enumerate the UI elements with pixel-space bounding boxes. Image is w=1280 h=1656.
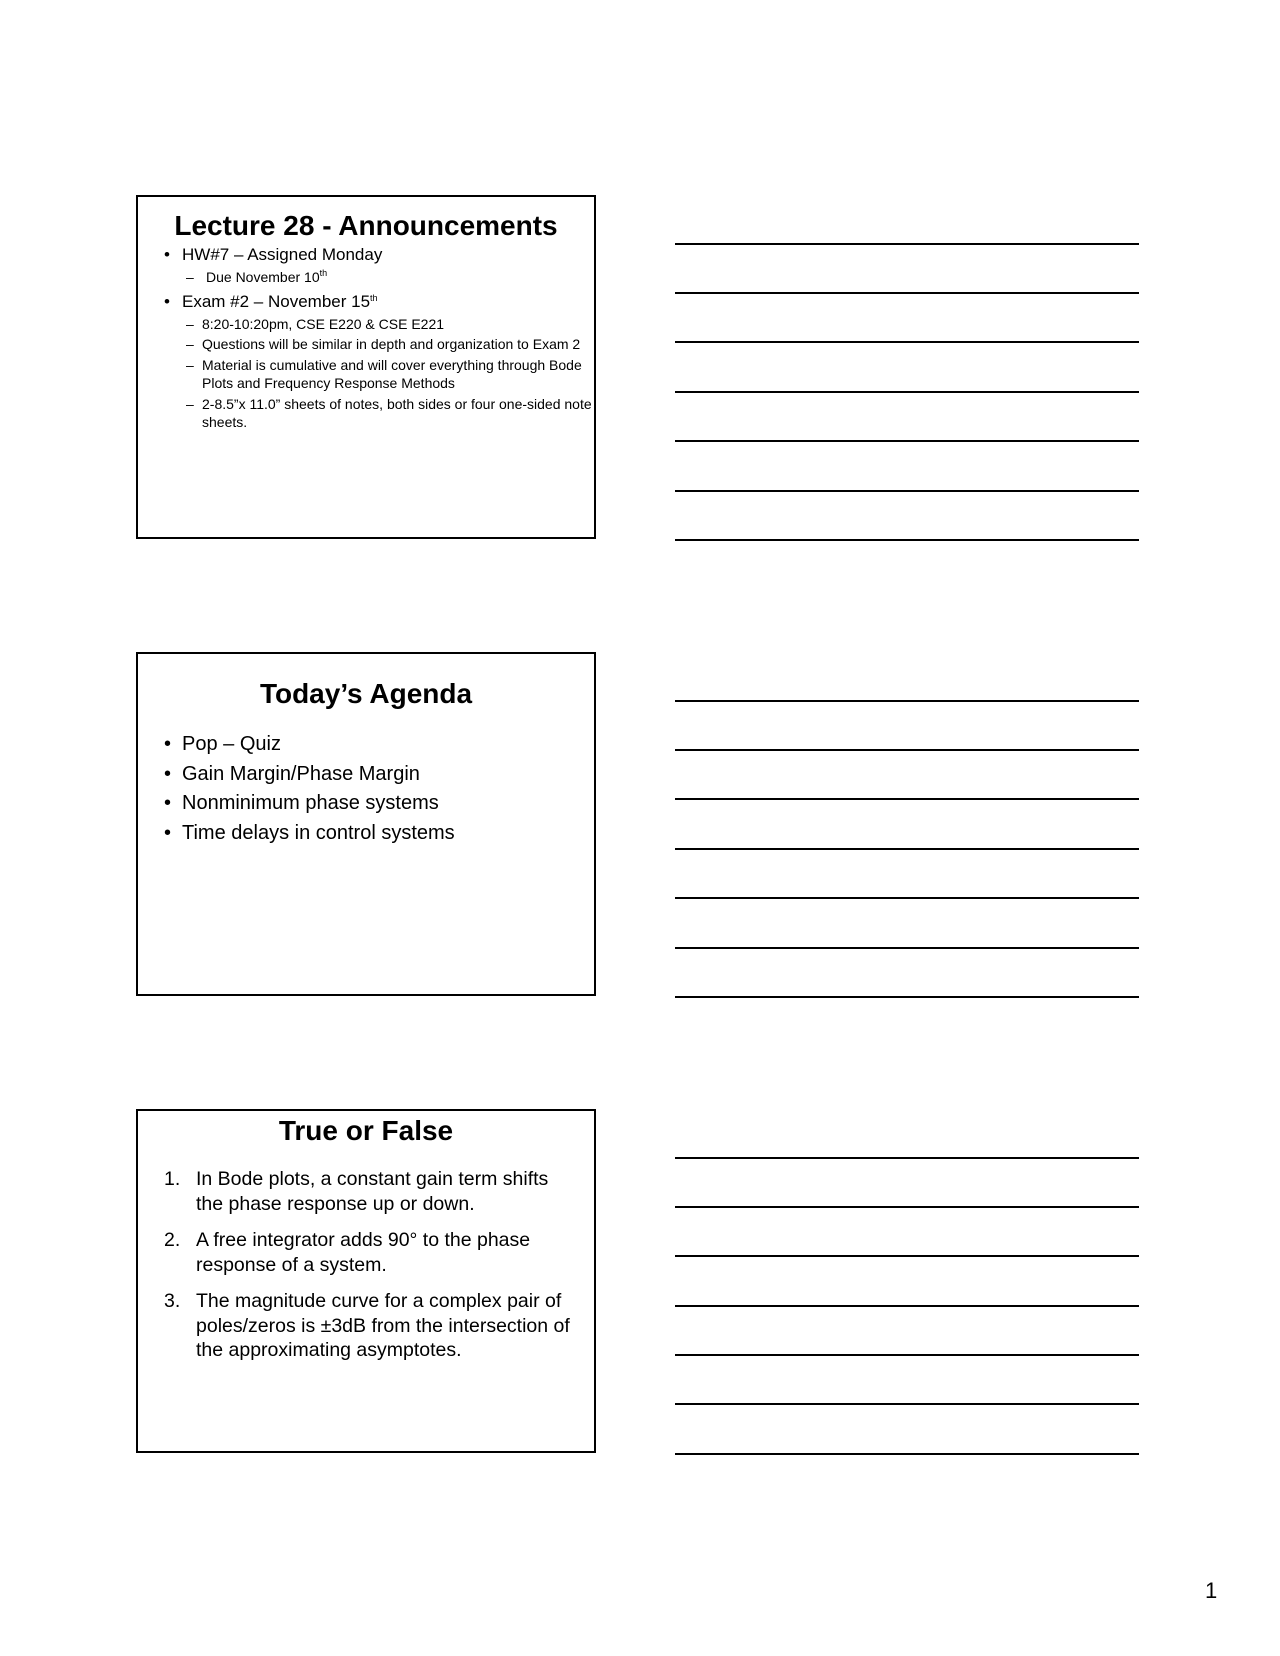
list-subitem-due-date (138, 268, 594, 287)
question-number: 2. (164, 1229, 181, 1251)
list-subitem-exam-material: – Material is cumulative and will cover everything through Bode Plots and Frequency Response Methods (138, 356, 594, 393)
question-number: 1. (164, 1168, 181, 1190)
notes-line (675, 243, 1139, 245)
notes-line (675, 1354, 1139, 1356)
list-subitem-exam-time: – 8:20-10:20pm, CSE E220 & CSE E221 (138, 315, 594, 334)
notes-line (675, 1305, 1139, 1307)
list-subitem-exam-questions: – Questions will be similar in depth and organization to Exam 2 (138, 335, 594, 354)
question-text: In Bode plots, a constant gain term shifts the phase response up or down. (196, 1168, 549, 1215)
list-item: • Pop – Quiz (138, 730, 594, 760)
slide-true-or-false (136, 1109, 596, 1453)
due-date-suffix: th (319, 268, 328, 278)
announcement-list (138, 244, 594, 432)
list-item: • Nonminimum phase systems (138, 789, 594, 819)
list-subitem-exam-notes: – 2-8.5”x 11.0” sheets of notes, both sides or four one-sided note sheets. (138, 395, 594, 432)
notes-line (675, 341, 1139, 343)
question-text: A free integrator adds 90° to the phase response of a system. (196, 1229, 531, 1276)
notes-line (675, 1403, 1139, 1405)
due-date-text: Due November 10 (206, 269, 320, 285)
notes-line (675, 440, 1139, 442)
page-number: 1 (1205, 1578, 1218, 1603)
question-item (138, 1167, 594, 1216)
notes-line (675, 897, 1139, 899)
list-item-homework: • HW#7 – Assigned Monday (138, 244, 594, 266)
exam-text: Exam #2 – November 15 (182, 291, 371, 311)
question-text: The magnitude curve for a complex pair of poles/zeros is ±3dB from the intersection of the approximating asymptotes. (196, 1290, 570, 1361)
slide-title: True or False (278, 1115, 454, 1146)
notes-line (675, 1157, 1139, 1159)
notes-line (675, 848, 1139, 850)
list-item-exam (138, 291, 594, 313)
notes-line (675, 391, 1139, 393)
notes-line (675, 1255, 1139, 1257)
notes-line (675, 1453, 1139, 1455)
agenda-list (138, 730, 594, 848)
slide-agenda (136, 652, 596, 996)
question-item (138, 1289, 594, 1363)
notes-line (675, 749, 1139, 751)
slide-title: Today’s Agenda (259, 678, 473, 709)
question-list (138, 1167, 594, 1363)
notes-line (675, 798, 1139, 800)
exam-date-suffix: th (370, 292, 378, 303)
list-item: • Gain Margin/Phase Margin (138, 760, 594, 790)
notes-line (675, 539, 1139, 541)
notes-line (675, 292, 1139, 294)
notes-line (675, 490, 1139, 492)
slide-title: Lecture 28 - Announcements (174, 210, 558, 241)
question-number: 3. (164, 1290, 181, 1312)
list-item: • Time delays in control systems (138, 819, 594, 849)
slide-announcements (136, 195, 596, 539)
question-item (138, 1228, 594, 1277)
notes-line (675, 700, 1139, 702)
notes-line (675, 996, 1139, 998)
notes-line (675, 947, 1139, 949)
notes-line (675, 1206, 1139, 1208)
